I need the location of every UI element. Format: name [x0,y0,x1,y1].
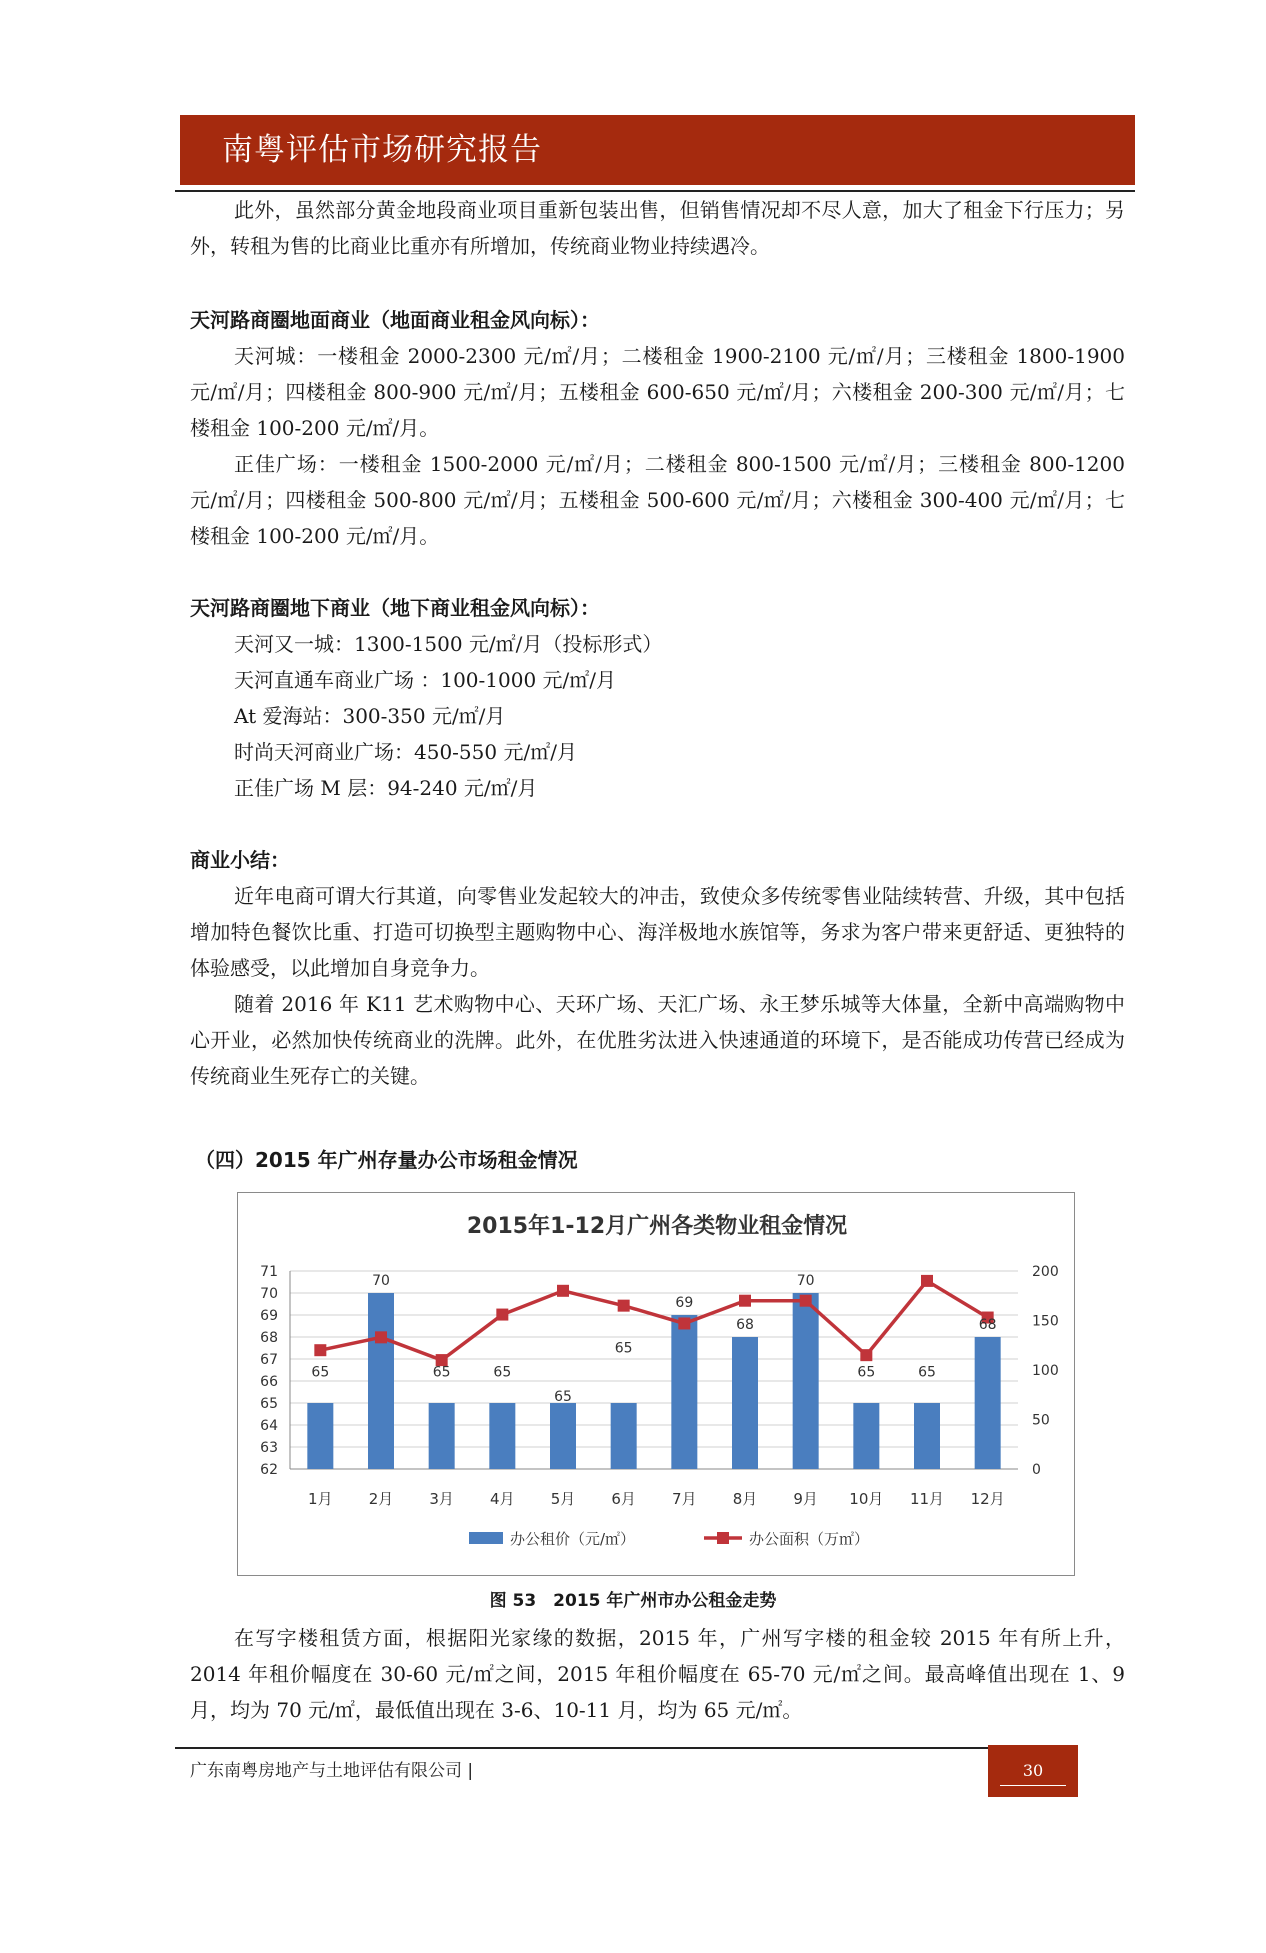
y-left-tick-label: 66 [260,1374,278,1390]
y-right-tick-label: 0 [1032,1462,1041,1478]
bar [853,1403,879,1469]
y-left-tick-label: 63 [260,1440,278,1456]
y-left-tick-label: 65 [260,1396,278,1412]
bar [429,1403,455,1469]
chart-canvas [238,1193,1076,1577]
section1-heading: 天河路商圈地面商业（地面商业租金风向标）： [190,308,600,332]
closing-paragraph: 在写字楼租赁方面，根据阳光家缘的数据，2015 年，广州写字楼的租金较 2015 年有所上升，2014 年租价幅度在 30-60 元/㎡之间，2015 年租价幅度在 65-70 元/㎡之间。最高峰值出现在 1、9 月，均为 70 元/㎡，最低值出现在 3-6、10-11 月，均为 65 元/㎡。 [190,1626,1125,1722]
x-tick-label: 9月 [793,1490,818,1508]
line-point [860,1349,872,1361]
y-left-tick-label: 68 [260,1330,278,1346]
x-tick-label: 1月 [308,1490,333,1508]
bar-data-label: 70 [796,1273,815,1289]
x-tick-label: 6月 [611,1490,636,1508]
bar [914,1403,940,1469]
bar-data-label: 65 [493,1364,512,1381]
bar-data-label: 65 [918,1364,936,1381]
y-left-tick-label: 62 [260,1462,278,1478]
summary-heading: 商业小结： [190,848,290,872]
list-item: 时尚天河商业广场：450-550 元/㎡/月 [234,740,577,764]
y-left-tick-label: 71 [260,1264,278,1280]
line-point [557,1285,569,1297]
intro-paragraph: 此外，虽然部分黄金地段商业项目重新包装出售，但销售情况却不尽人意，加大了租金下行压力；另外，转租为售的比商业比重亦有所增加，传统商业物业持续遇冷。 [190,198,1125,258]
x-tick-label: 5月 [550,1490,576,1508]
bar [368,1293,394,1469]
bar-data-label: 68 [978,1317,997,1333]
y-left-tick-label: 64 [260,1418,278,1434]
bar-data-label: 65 [554,1388,572,1405]
x-tick-label: 11月 [909,1490,945,1508]
legend-line-marker [717,1532,729,1544]
line-point [800,1295,812,1307]
bar [732,1337,758,1469]
report-title: 南粤评估市场研究报告 [222,132,542,168]
page-number: 30 [988,1745,1078,1797]
list-item: At 爱海站：300-350 元/㎡/月 [234,704,506,728]
legend-bar-label: 办公租价（元/㎡） [510,1530,636,1548]
x-tick-label: 7月 [672,1490,697,1508]
page-number-underline [1000,1785,1066,1786]
summary-paragraph-1: 近年电商可谓大行其道，向零售业发起较大的冲击，致使众多传统零售业陆续转营、升级，其中包括增加特色餐饮比重、打造可切换型主题购物中心、海洋极地水族馆等，务求为客户带来更舒适、更独特的体验感受，以此增加自身竞争力。 [190,884,1125,980]
line-point [496,1309,508,1321]
y-right-tick-label: 200 [1032,1264,1059,1280]
line-point [921,1275,933,1287]
bar-data-label: 69 [675,1295,694,1311]
y-left-tick-label: 70 [260,1286,278,1302]
y-right-tick-label: 50 [1032,1412,1050,1429]
x-tick-label: 4月 [490,1490,515,1508]
bar-data-label: 65 [857,1364,876,1381]
footer-divider [175,1747,988,1749]
legend-line-label: 办公面积（万㎡） [749,1530,870,1548]
chart-title: 2015年1-12月广州各类物业租金情况 [466,1214,848,1239]
footer-company: 广东南粤房地产与土地评估有限公司 | [190,1761,474,1781]
figure-caption: 图 53 2015 年广州市办公租金走势 [489,1591,777,1611]
bar-data-label: 65 [432,1364,451,1381]
header-bar [180,115,1135,185]
bar [611,1403,637,1469]
bar [489,1403,515,1469]
x-tick-label: 3月 [429,1490,454,1508]
tianhecheng-rent-paragraph: 天河城：一楼租金 2000-2300 元/㎡/月；二楼租金 1900-2100 元/㎡/月；三楼租金 1800-1900 元/㎡/月；四楼租金 800-900 元/㎡/月；五楼租金 600-650 元/㎡/月；六楼租金 200-300 元/㎡/月；七楼租金 100-200 元/㎡/月。 [190,344,1125,440]
summary-paragraph-2: 随着 2016 年 K11 艺术购物中心、天环广场、天汇广场、永王梦乐城等大体量，全新中高端购物中心开业，必然加快传统商业的洗牌。此外，在优胜劣汰进入快速通道的环境下，是否能成功传营已经成为传统商业生死存亡的关键。 [190,992,1125,1088]
x-tick-label: 12月 [970,1490,1005,1508]
line-point [375,1331,387,1343]
line-point [314,1344,326,1356]
bar-data-label: 65 [311,1364,330,1381]
y-right-tick-label: 100 [1032,1363,1059,1379]
list-item: 正佳广场 M 层：94-240 元/㎡/月 [234,776,538,800]
line-point [678,1317,690,1329]
line-point [618,1300,630,1312]
zhengjia-rent-paragraph: 正佳广场：一楼租金 1500-2000 元/㎡/月；二楼租金 800-1500 元/㎡/月；三楼租金 800-1200 元/㎡/月；四楼租金 500-800 元/㎡/月；五楼租金 500-600 元/㎡/月；六楼租金 300-400 元/㎡/月；七楼租金 100-200 元/㎡/月。 [190,452,1125,548]
section4-heading: （四）2015 年广州存量办公市场租金情况 [195,1148,578,1172]
x-tick-label: 2月 [368,1490,394,1508]
rent-chart [237,1192,1075,1576]
bar [671,1315,697,1469]
section2-heading: 天河路商圈地下商业（地下商业租金风向标）： [190,596,600,620]
list-item: 天河直通车商业广场 ：100-1000 元/㎡/月 [234,668,617,692]
bar [975,1337,1001,1469]
bar [307,1403,333,1469]
bar-data-label: 70 [372,1273,390,1289]
list-item: 天河又一城：1300-1500 元/㎡/月（投标形式） [234,632,663,656]
x-tick-label: 8月 [732,1490,758,1508]
bar-data-label: 68 [736,1317,754,1333]
line-point [739,1295,751,1307]
y-left-tick-label: 69 [260,1308,278,1324]
y-right-tick-label: 150 [1032,1313,1059,1330]
y-left-tick-label: 67 [260,1352,278,1368]
bar-data-label: 65 [614,1340,633,1357]
bar [550,1403,576,1469]
legend-bar-swatch [469,1532,503,1544]
bar [793,1293,819,1469]
x-tick-label: 10月 [849,1490,884,1508]
